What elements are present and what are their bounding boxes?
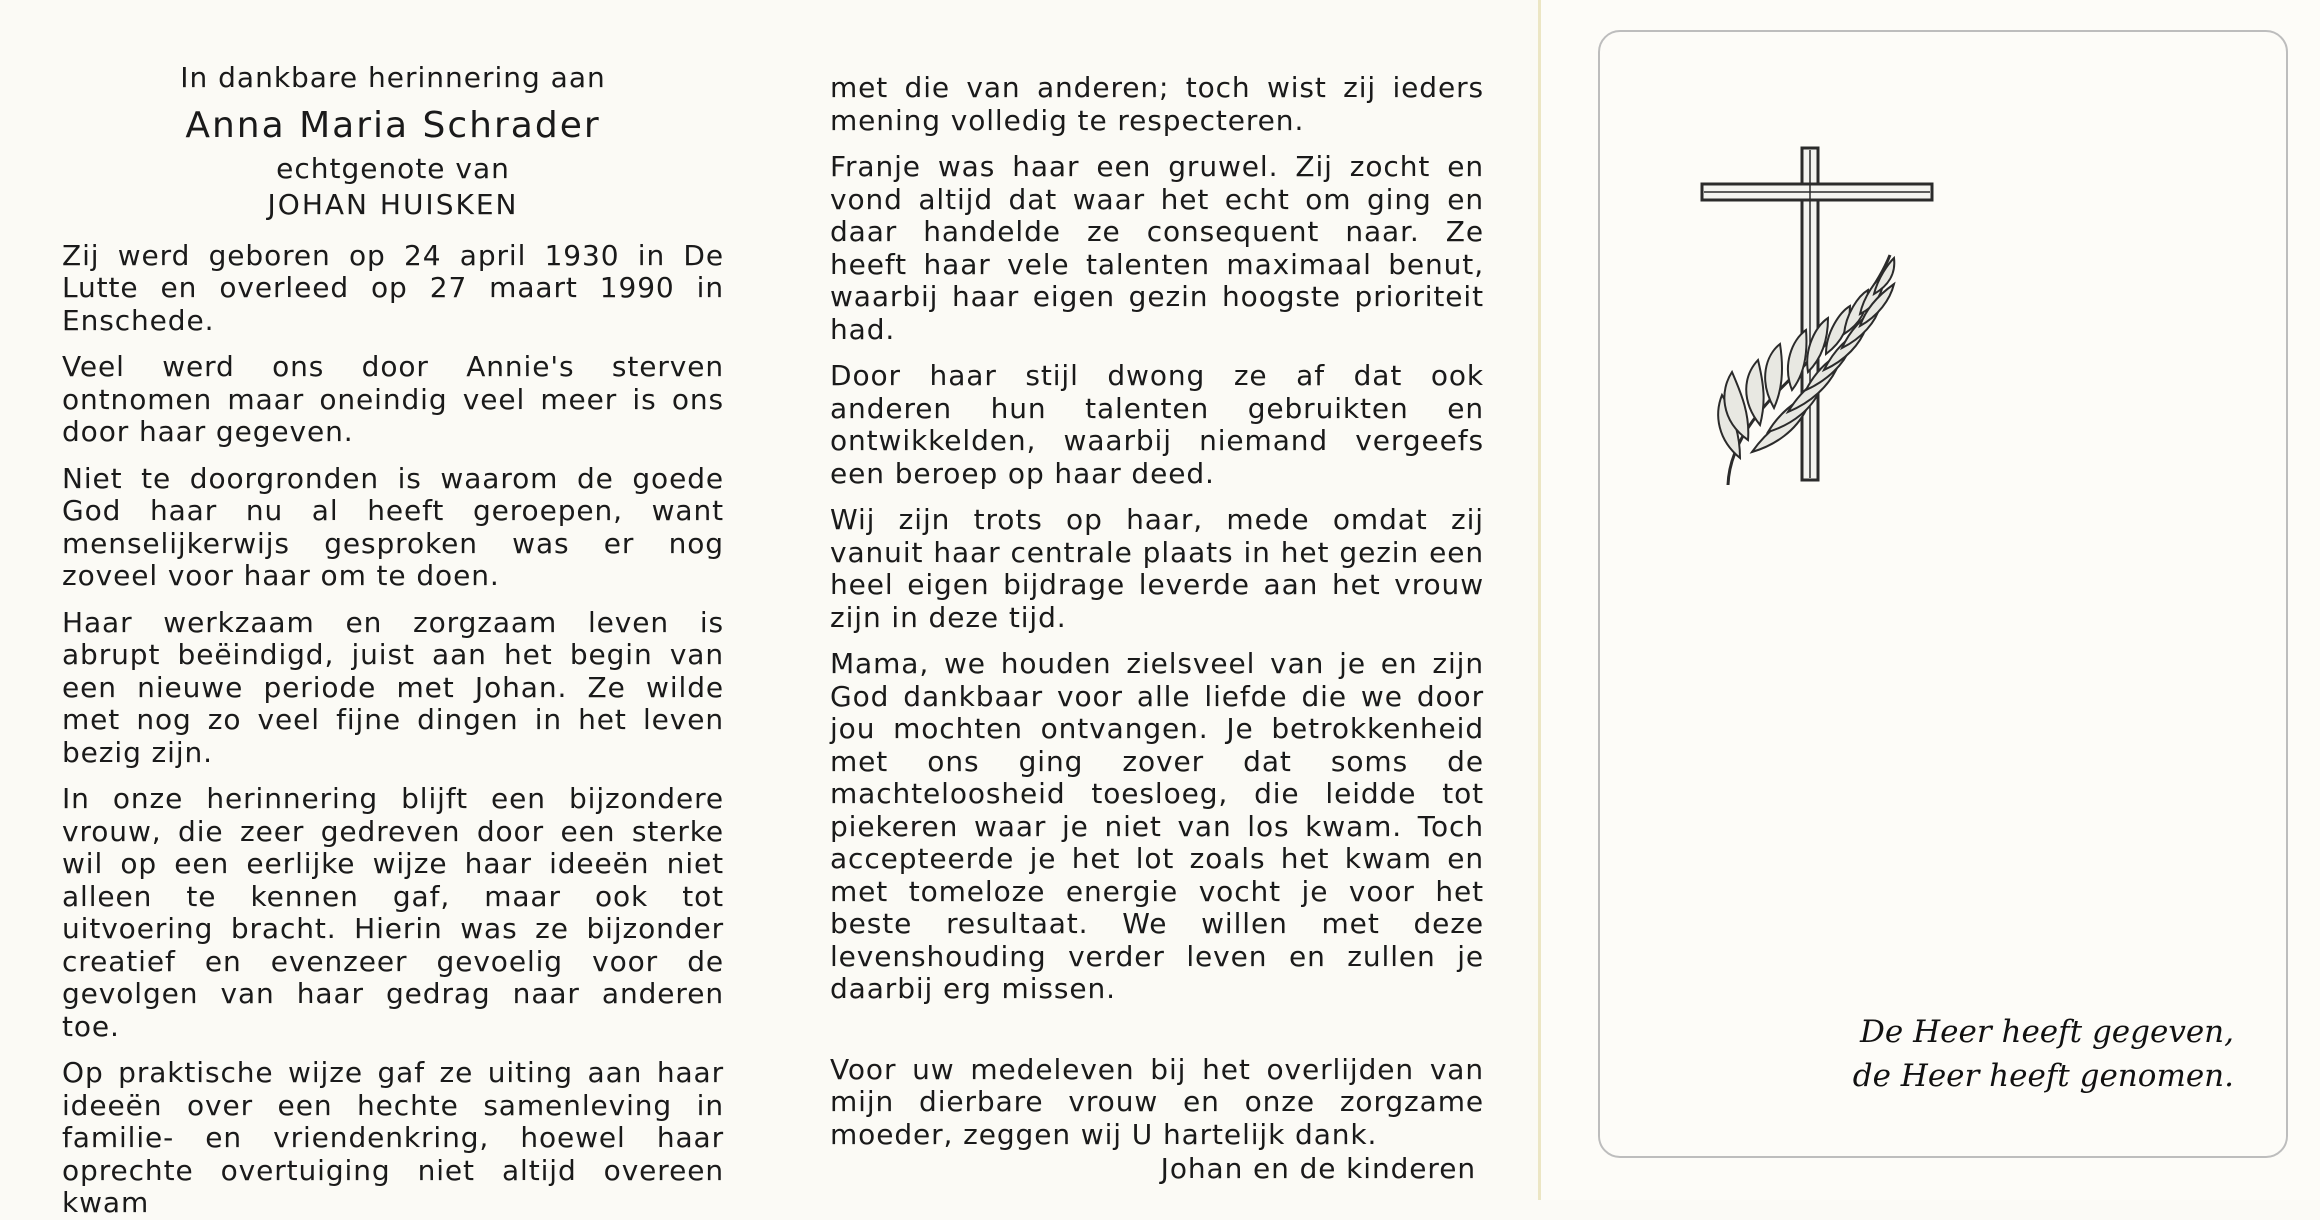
- deceased-name: Anna Maria Schrader: [185, 104, 601, 146]
- paragraph: Mama, we houden zielsveel van je en zijn God dankbaar voor alle liefde die we door jou mochten ontvangen. Je betrokkenheid met ons ging zover dat soms de machteloosheid toesloeg, die leidde tot piekeren waar je niet van los kwam. Toch accepteerde je het lot zoals het kwam en met tomeloze energie vocht je voor het beste resultaat. We willen met deze levenshouding verder leven en zullen je daarbij erg missen.: [830, 647, 1484, 1005]
- left-column: [62, 62, 724, 1220]
- verse-line-1: De Heer heeft gegeven,: [1860, 1014, 2234, 1050]
- relation-line: echtgenote van: [276, 151, 510, 185]
- cross-with-palm-icon: [1700, 140, 1940, 500]
- paragraph: Niet te doorgronden is waarom de goede God haar nu al heeft geroepen, want menselijkerwijs gesproken was er nog zoveel voor haar om te doen.: [62, 461, 724, 592]
- right-column: [830, 72, 1484, 1186]
- paragraph: met die van anderen; toch wist zij ieders mening volledig te respecteren.: [830, 71, 1484, 137]
- paragraph: Op praktische wijze gaf ze uiting aan haar ideeën over een hechte samenleving in familie- en vriendenkring, hoewel haar oprechte overtuiging niet altijd overeen kwam: [62, 1056, 724, 1219]
- paragraph: Haar werkzaam en zorgzaam leven is abrupt beëindigd, juist aan het begin van een nieuwe periode met Johan. Ze wilde met nog zo veel fijne dingen in het leven bezig zijn.: [62, 605, 724, 769]
- spouse-name: JOHAN HUISKEN: [267, 188, 519, 221]
- paragraph: Franje was haar een gruwel. Zij zocht en vond altijd dat waar het echt om ging en daar handelde ze consequent naar. Ze heeft haar vele talenten maximaal benut, waarbij haar eigen gezin hoogste prioriteit had.: [830, 150, 1484, 346]
- verse: [1800, 1010, 2234, 1098]
- paragraph: Wij zijn trots op haar, mede omdat zij vanuit haar centrale plaats in het gezin een heel eigen bijdrage leverde aan het vrouw zijn in deze tijd.: [830, 503, 1484, 634]
- paragraph: In onze herinnering blijft een bijzondere vrouw, die zeer gedreven door een sterke wil op een eerlijke wijze haar ideeën niet alleen te kennen gaf, maar ook tot uitvoering bracht. Hierin was ze bijzonder creatief en evenzeer gevoelig voor de gevolgen van haar gedrag naar anderen toe.: [62, 782, 724, 1043]
- thanks-paragraph: Voor uw medeleven bij het overlijden van mijn dierbare vrouw en onze zorgzame moeder, zeggen wij U hartelijk dank.: [830, 1052, 1484, 1151]
- paragraph: Veel werd ons door Annie's sterven ontnomen maar oneindig veel meer is ons door haar gegeven.: [62, 350, 724, 448]
- dates-paragraph: Zij werd geboren op 24 april 1930 in De Lutte en overleed op 27 maart 1990 in Enschede.: [62, 238, 724, 337]
- signature: Johan en de kinderen: [1160, 1152, 1476, 1185]
- verse-line-2: de Heer heeft genomen.: [1852, 1058, 2234, 1094]
- intro-line: In dankbare herinnering aan: [180, 61, 606, 94]
- paragraph: Door haar stijl dwong ze af dat ook anderen hun talenten gebruikten en ontwikkelden, waarbij niemand vergeefs een beroep op haar deed.: [830, 359, 1484, 490]
